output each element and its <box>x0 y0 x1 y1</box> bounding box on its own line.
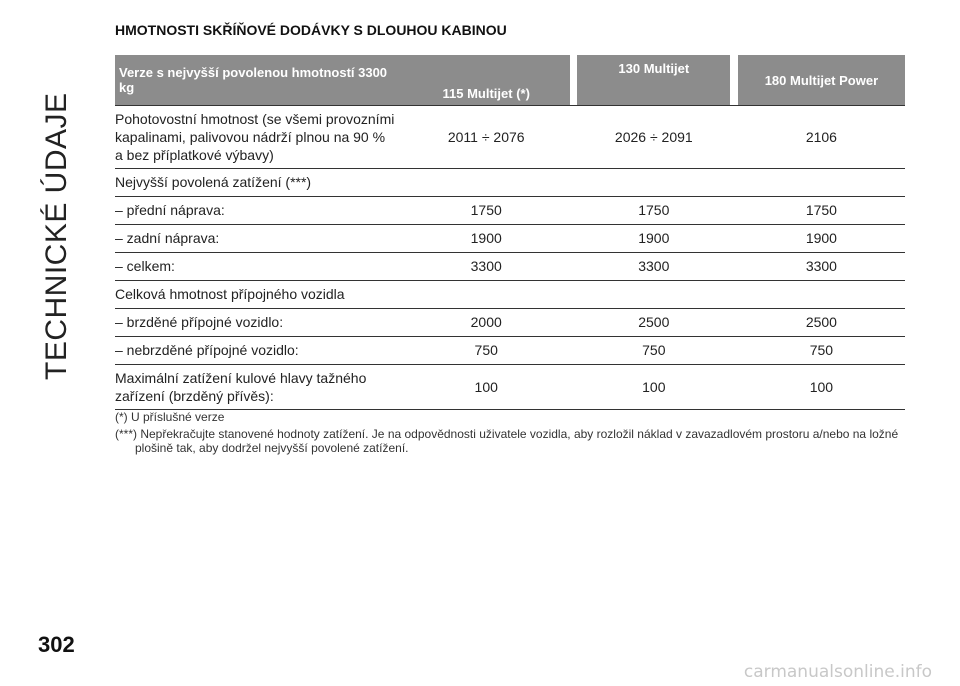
row-label: Nejvyšší povolená zatížení (***) <box>115 169 403 197</box>
page-number: 302 <box>38 632 75 657</box>
value-130: 750 <box>577 337 730 365</box>
table-row <box>115 225 905 253</box>
value-130: 2026 ÷ 2091 <box>577 105 730 169</box>
row-label: – přední náprava: <box>115 197 403 225</box>
value-130 <box>577 281 730 309</box>
table-row <box>115 197 905 225</box>
row-label: – brzděné přípojné vozidlo: <box>115 309 403 337</box>
value-115: 2011 ÷ 2076 <box>403 105 570 169</box>
row-label: – celkem: <box>115 253 403 281</box>
value-130: 3300 <box>577 253 730 281</box>
row-label: – nebrzděné přípojné vozidlo: <box>115 337 403 365</box>
footnote-version: (*) U příslušné verze <box>115 410 225 424</box>
value-180: 2500 <box>738 309 905 337</box>
value-180: 2106 <box>738 105 905 169</box>
weights-table <box>115 55 905 410</box>
value-115: 3300 <box>403 253 570 281</box>
row-label: Pohotovostní hmotnost (se všemi provozními kapalinami, palivovou nádrží plnou na 90 % a bez příplatkové výbavy) <box>115 105 403 169</box>
value-180: 1900 <box>738 225 905 253</box>
value-115 <box>403 281 570 309</box>
table-row <box>115 105 905 169</box>
value-180 <box>738 281 905 309</box>
value-180: 1750 <box>738 197 905 225</box>
value-180: 3300 <box>738 253 905 281</box>
table-header-row <box>115 55 905 105</box>
value-180: 100 <box>738 365 905 410</box>
table-row <box>115 169 905 197</box>
value-130: 1750 <box>577 197 730 225</box>
table-row <box>115 253 905 281</box>
value-115: 750 <box>403 337 570 365</box>
row-label: Maximální zatížení kulové hlavy tažného zařízení (brzděný přívěs): <box>115 365 403 410</box>
value-180: 750 <box>738 337 905 365</box>
value-130 <box>577 169 730 197</box>
header-130-multijet: 130 Multijet <box>577 55 730 105</box>
footnote-load-limits: (***) Nepřekračujte stanovené hodnoty zatížení. Je na odpovědnosti uživatele vozidla, aby rozložil náklad v zavazadlovém prostoru a/nebo na ložné plošině tak, aby dodržel nejvyšší povolené zatížení. <box>115 427 899 455</box>
value-115: 100 <box>403 365 570 410</box>
header-180-multijet-power: 180 Multijet Power <box>738 55 905 105</box>
table-row <box>115 337 905 365</box>
value-130: 1900 <box>577 225 730 253</box>
value-180 <box>738 169 905 197</box>
watermark: carmanualsonline.info <box>743 662 932 682</box>
row-label: – zadní náprava: <box>115 225 403 253</box>
table-row <box>115 309 905 337</box>
value-115: 1750 <box>403 197 570 225</box>
header-115-multijet: 115 Multijet (*) <box>403 55 570 105</box>
value-130: 2500 <box>577 309 730 337</box>
value-115: 1900 <box>403 225 570 253</box>
value-115 <box>403 169 570 197</box>
value-115: 2000 <box>403 309 570 337</box>
value-130: 100 <box>577 365 730 410</box>
table-row <box>115 365 905 410</box>
table-row <box>115 281 905 309</box>
header-version: Verze s nejvyšší povolenou hmotností 3300 kg <box>115 55 403 105</box>
footnotes <box>115 410 905 455</box>
section-title: HMOTNOSTI SKŘÍŇOVÉ DODÁVKY S DLOUHOU KABINOU <box>115 22 507 38</box>
row-label: Celková hmotnost přípojného vozidla <box>115 281 403 309</box>
side-section-title: TECHNICKÉ ÚDAJE <box>40 92 73 380</box>
